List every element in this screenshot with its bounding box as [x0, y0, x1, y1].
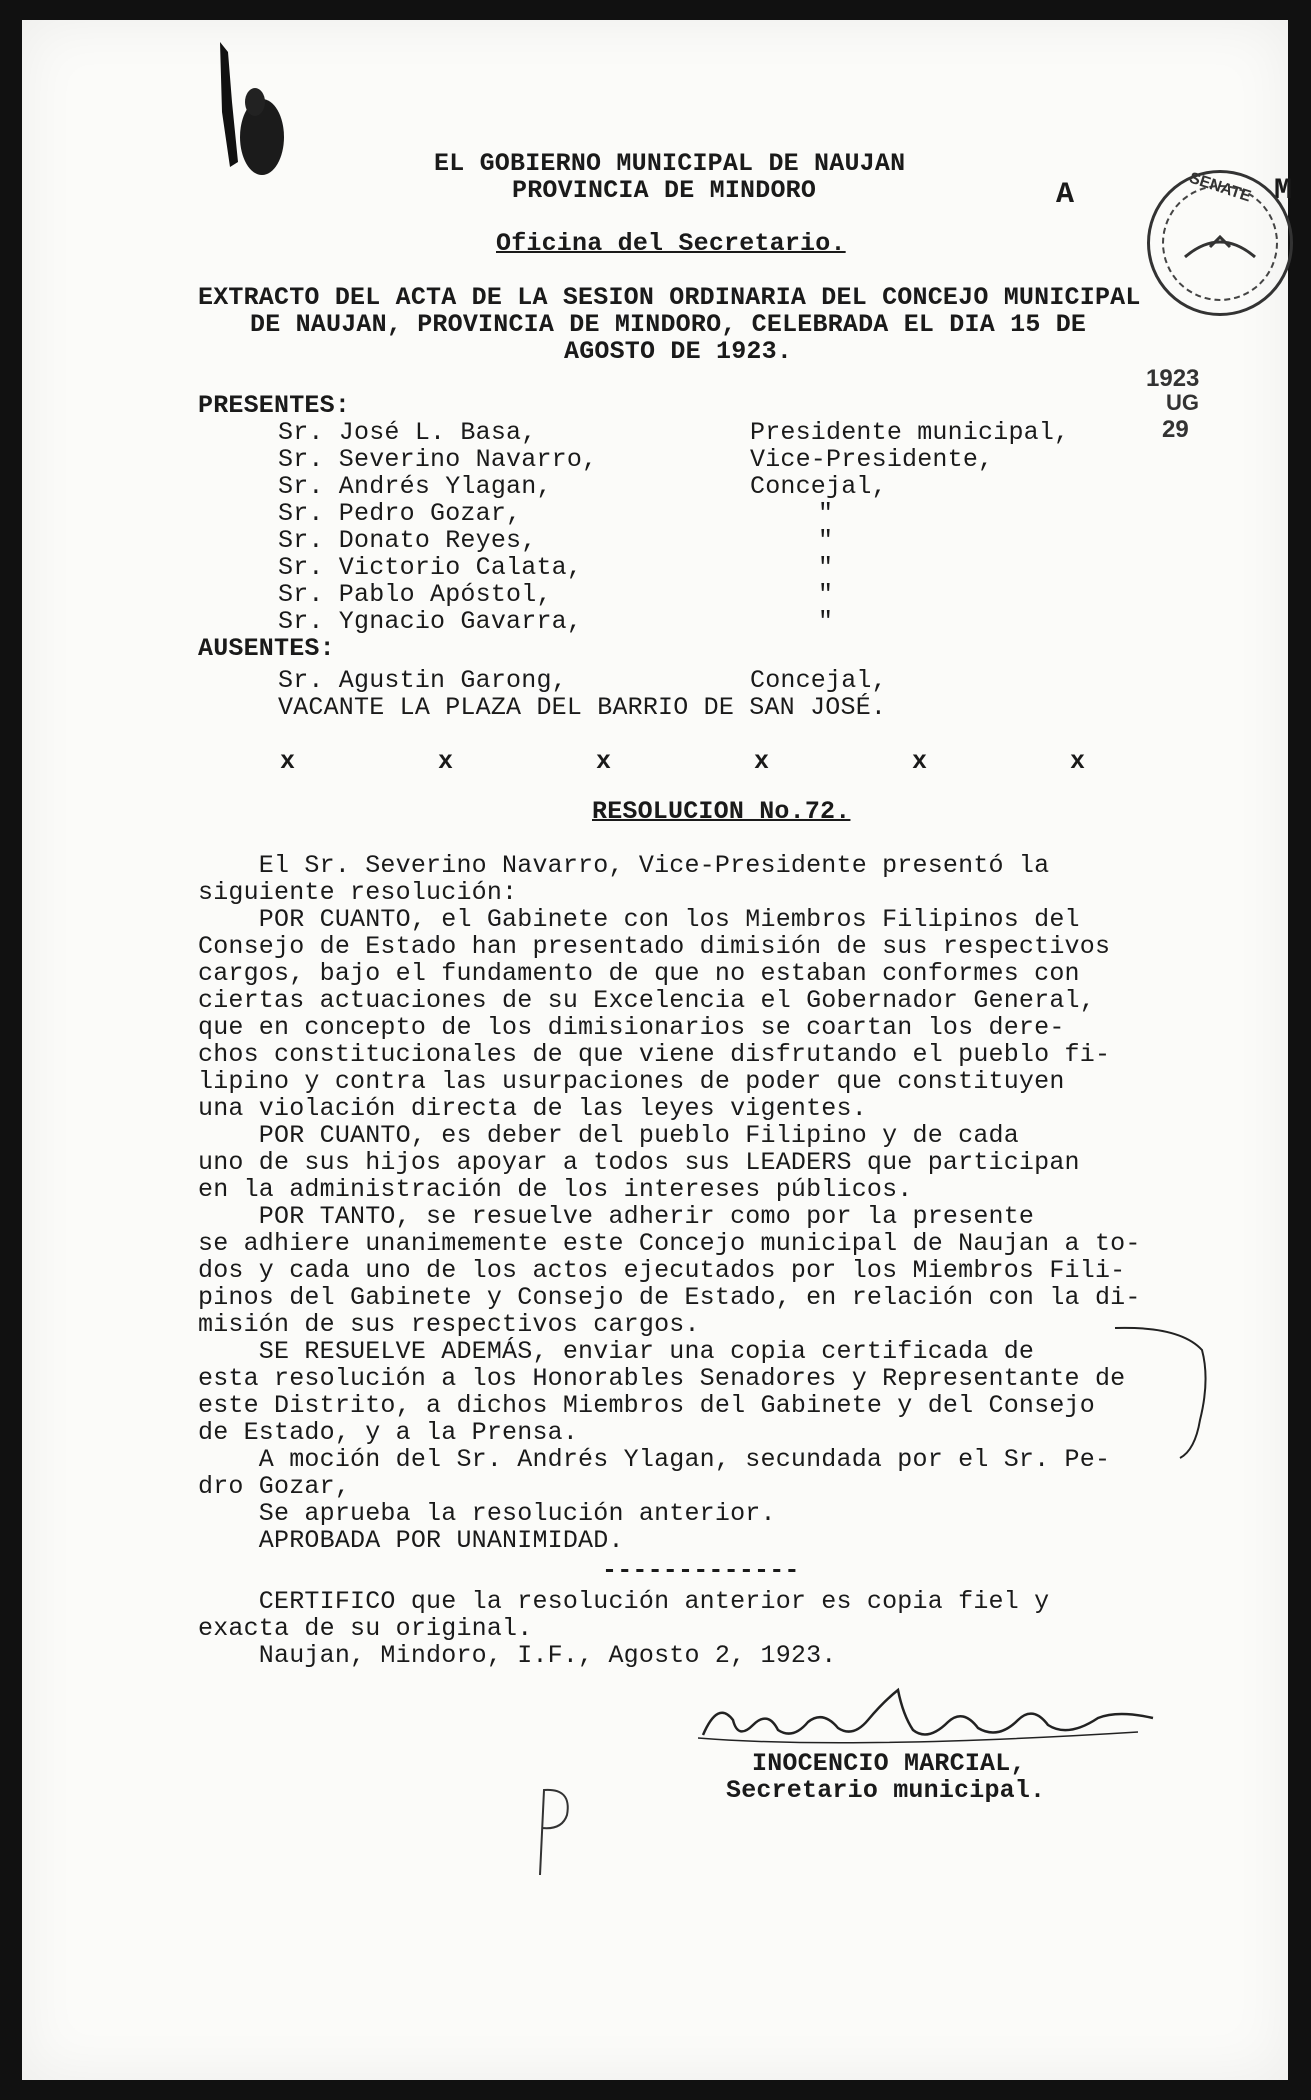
member-role: " — [818, 526, 834, 555]
member-role: " — [818, 499, 834, 528]
certification-line: CERTIFICO que la resolución anterior es copia fiel y — [198, 1587, 1050, 1616]
body-line: A moción del Sr. Andrés Ylagan, secundada por el Sr. Pe- — [198, 1445, 1111, 1474]
presentes-label: PRESENTES: — [198, 391, 351, 420]
received-stamp — [1147, 170, 1293, 316]
margin-bracket-mark — [1110, 1320, 1220, 1470]
body-line: dro Gozar, — [198, 1472, 351, 1501]
body-line: siguiente resolución: — [198, 878, 518, 907]
handwritten-signature — [698, 1680, 1158, 1760]
body-line: POR CUANTO, el Gabinete con los Miembros Filipinos del — [198, 905, 1080, 934]
body-line: misión de sus respectivos cargos. — [198, 1310, 700, 1339]
member-name: Sr. Pedro Gozar, — [278, 499, 522, 528]
document-page — [22, 20, 1293, 2080]
separator-mark: x — [754, 747, 770, 776]
member-name: Sr. Andrés Ylagan, — [278, 472, 552, 501]
member-name: Sr. Donato Reyes, — [278, 526, 537, 555]
place-date-line: Naujan, Mindoro, I.F., Agosto 2, 1923. — [198, 1641, 837, 1670]
office-title: Oficina del Secretario. — [496, 229, 846, 258]
body-line: de Estado, y a la Prensa. — [198, 1418, 579, 1447]
body-line: Consejo de Estado han presentado dimisión de sus respectivos — [198, 932, 1111, 961]
member-name: Sr. Ygnacio Gavarra, — [278, 607, 583, 636]
separator-mark: x — [438, 747, 454, 776]
body-line: lipino y contra las usurpaciones de poder que constituyen — [198, 1067, 1065, 1096]
member-role: Vice-Presidente, — [750, 445, 994, 474]
stamp-label: SENATE — [1187, 169, 1253, 206]
body-line: POR CUANTO, es deber del pueblo Filipino y de cada — [198, 1121, 1019, 1150]
body-line: este Distrito, a dichos Miembros del Gabinete y del Consejo — [198, 1391, 1095, 1420]
signatory-name: INOCENCIO MARCIAL, — [752, 1749, 1026, 1778]
body-line: uno de sus hijos apoyar a todos sus LEADERS que participan — [198, 1148, 1080, 1177]
member-role: Concejal, — [750, 472, 887, 501]
member-role: " — [818, 553, 834, 582]
stamp-month: UG — [1166, 390, 1199, 415]
pencil-mark — [522, 1780, 582, 1880]
vacancy-note: VACANTE LA PLAZA DEL BARRIO DE SAN JOSÉ. — [278, 693, 887, 722]
header-province: PROVINCIA DE MINDORO — [512, 176, 817, 205]
extract-title-line-3: AGOSTO DE 1923. — [564, 337, 793, 366]
separator-mark: x — [596, 747, 612, 776]
stamp-day: 29 — [1162, 416, 1189, 443]
body-line: SE RESUELVE ADEMÁS, enviar una copia certificada de — [198, 1337, 1035, 1366]
body-line: ciertas actuaciones de su Excelencia el Gobernador General, — [198, 986, 1095, 1015]
separator-mark: x — [280, 747, 296, 776]
body-line: se adhiere unanimemente este Concejo municipal de Naujan a to- — [198, 1229, 1141, 1258]
member-name: Sr. Pablo Apóstol, — [278, 580, 552, 609]
corner-mark: A — [1056, 178, 1075, 212]
extract-title-line-1: EXTRACTO DEL ACTA DE LA SESION ORDINARIA DEL CONCEJO MUNICIPAL — [198, 283, 1141, 312]
member-role: Presidente municipal, — [750, 418, 1070, 447]
extract-title-line-2: DE NAUJAN, PROVINCIA DE MINDORO, CELEBRADA EL DIA 15 DE — [250, 310, 1087, 339]
body-line: POR TANTO, se resuelve adherir como por la presente — [198, 1202, 1035, 1231]
signatory-title: Secretario municipal. — [726, 1776, 1046, 1805]
body-line: esta resolución a los Honorables Senadores y Representante de — [198, 1364, 1126, 1393]
stamp-seal-icon — [1180, 217, 1260, 267]
member-role: " — [818, 607, 834, 636]
body-line: en la administración de los intereses públicos. — [198, 1175, 913, 1204]
stamp-year: 1923 — [1146, 365, 1200, 392]
body-line: APROBADA POR UNANIMIDAD. — [198, 1526, 624, 1555]
member-name: Sr. Victorio Calata, — [278, 553, 583, 582]
divider-line: ------------- — [602, 1556, 800, 1585]
body-line: que en concepto de los dimisionarios se coartan los dere- — [198, 1013, 1065, 1042]
body-line: chos constitucionales de que viene disfrutando el pueblo fi- — [198, 1040, 1111, 1069]
header-municipality: EL GOBIERNO MUNICIPAL DE NAUJAN — [434, 149, 906, 178]
body-line: Se aprueba la resolución anterior. — [198, 1499, 776, 1528]
absent-member-name: Sr. Agustin Garong, — [278, 666, 567, 695]
resolution-title: RESOLUCION No.72. — [592, 797, 851, 826]
ausentes-label: AUSENTES: — [198, 634, 335, 663]
body-line: El Sr. Severino Navarro, Vice-Presidente presentó la — [198, 851, 1050, 880]
edge-mark: M — [1274, 174, 1293, 208]
certification-line: exacta de su original. — [198, 1614, 533, 1643]
body-line: una violación directa de las leyes vigentes. — [198, 1094, 867, 1123]
separator-mark: x — [1070, 747, 1086, 776]
body-line: dos y cada uno de los actos ejecutados por los Miembros Fili- — [198, 1256, 1126, 1285]
separator-mark: x — [912, 747, 928, 776]
member-role: " — [818, 580, 834, 609]
body-line: pinos del Gabinete y Consejo de Estado, en relación con la di- — [198, 1283, 1141, 1312]
member-name: Sr. José L. Basa, — [278, 418, 537, 447]
ink-blot — [210, 42, 290, 192]
absent-member-role: Concejal, — [750, 666, 887, 695]
member-name: Sr. Severino Navarro, — [278, 445, 598, 474]
body-line: cargos, bajo el fundamento de que no estaban conformes con — [198, 959, 1080, 988]
